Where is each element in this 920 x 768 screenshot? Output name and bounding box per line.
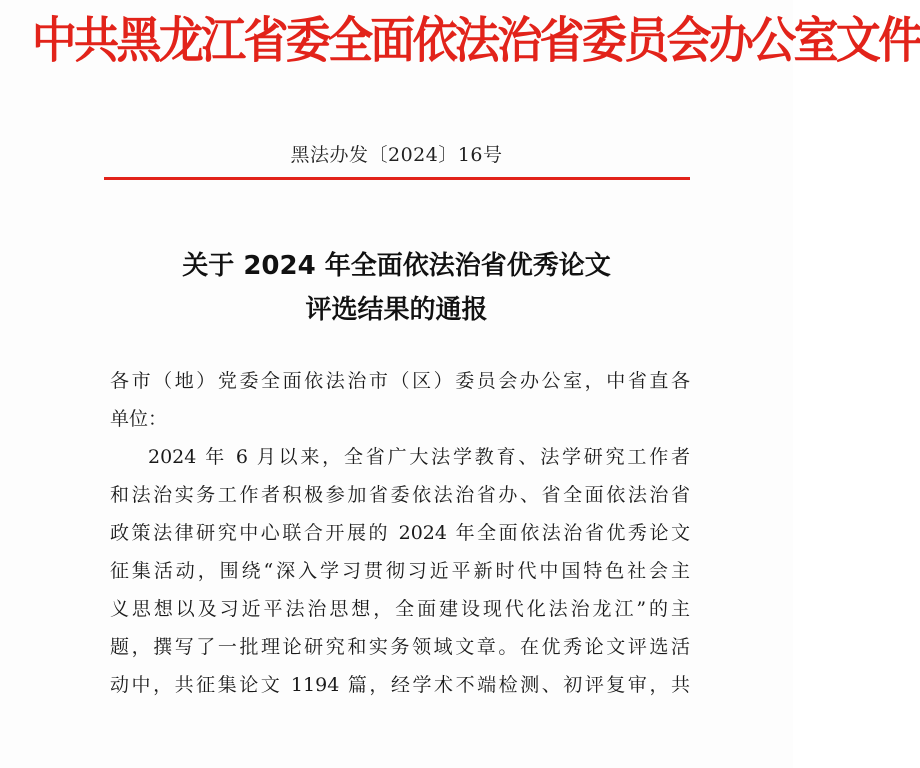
body-line-6: 征集活动，围绕“深入学习贯彻习近平新时代中国特色社会主 — [110, 560, 690, 582]
title-line-1: 关于 2024 年全面依法治省优秀论文 — [182, 251, 611, 281]
body-line-2: 单位： — [110, 408, 168, 430]
document-body — [110, 362, 690, 704]
document-title — [0, 244, 793, 332]
red-separator-line — [104, 177, 690, 180]
body-line-9: 动中，共征集论文 1194 篇，经学术不端检测、初评复审，共 — [110, 674, 690, 696]
body-line-3: 2024 年 6 月以来，全省广大法学教育、法学研究工作者 — [148, 446, 690, 468]
body-line-7: 义思想以及习近平法治思想，全面建设现代化法治龙江”的主 — [110, 598, 690, 620]
body-line-4: 和法治实务工作者积极参加省委依法治省办、省全面依法治省 — [110, 484, 690, 506]
document-number: 黑法办发〔2024〕16号 — [290, 144, 503, 166]
body-line-5: 政策法律研究中心联合开展的 2024 年全面依法治省优秀论文 — [110, 522, 690, 544]
issuer-header: 中共黑龙江省委全面依法治省委员会办公室文件 — [31, 12, 920, 69]
body-line-8: 题，撰写了一批理论研究和实务领域文章。在优秀论文评选活 — [110, 636, 690, 658]
body-line-1: 各市（地）党委全面依法治市（区）委员会办公室，中省直各 — [110, 370, 690, 392]
title-line-2: 评选结果的通报 — [305, 295, 488, 325]
